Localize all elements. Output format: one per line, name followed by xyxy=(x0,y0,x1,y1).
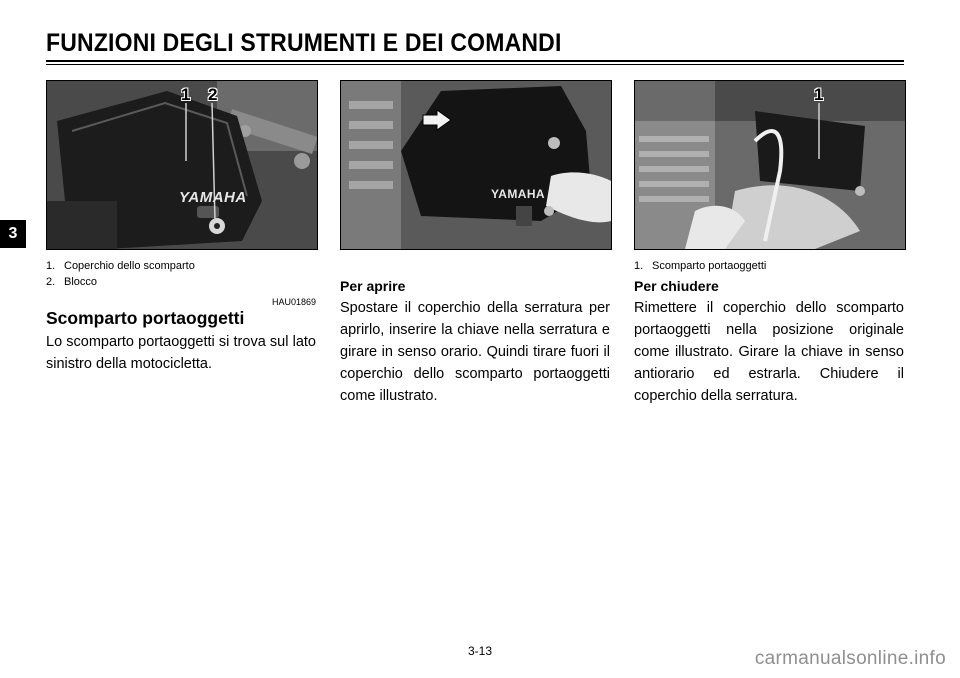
watermark: carmanualsonline.info xyxy=(754,648,946,669)
figure3-captions xyxy=(634,258,766,274)
header-rule-thin xyxy=(46,64,904,65)
intro-paragraph: Lo scomparto portaoggetti si trova sul lato sinistro della motocicletta. xyxy=(46,334,316,372)
open-paragraph: Spostare il coperchio della serratura per aprirlo, inserire la chiave nella serratura e girare in senso orario. Quindi tirare fuori il coperchio dello scomparto portaoggetti come illustrato. xyxy=(340,300,610,404)
storage-cover-photo xyxy=(46,80,318,250)
callout-2: 2 xyxy=(208,85,218,104)
callout-1: 1 xyxy=(181,85,191,104)
close-paragraph: Rimettere il coperchio dello scomparto portaoggetti nella posizione originale come illustrato. Girare la chiave in senso antiorario ed estrarla. Chiudere il coperchio della serratura. xyxy=(634,300,904,404)
section-title: Scomparto portaoggetti xyxy=(46,308,245,328)
page-title: FUNZIONI DEGLI STRUMENTI E DEI COMANDI xyxy=(46,29,562,57)
section-code: HAU01869 xyxy=(271,297,316,307)
open-heading: Per aprire xyxy=(340,278,406,294)
yamaha-logo: YAMAHA xyxy=(491,187,545,201)
chapter-tab: 3 xyxy=(0,220,26,248)
close-heading: Per chiudere xyxy=(634,278,719,294)
caption-item: 1. Coperchio dello scomparto xyxy=(46,260,195,272)
yamaha-logo: YAMAHA xyxy=(179,189,247,206)
caption-item: 2. Blocco xyxy=(46,276,98,288)
storage-compartment-photo xyxy=(634,80,906,250)
caption-item: 1. Scomparto portaoggetti xyxy=(634,260,767,272)
callout-1: 1 xyxy=(814,85,824,104)
opening-cover-photo xyxy=(340,80,612,250)
figure1-captions xyxy=(46,258,195,290)
page-number: 3-13 xyxy=(467,644,493,658)
header-rule xyxy=(46,60,904,62)
